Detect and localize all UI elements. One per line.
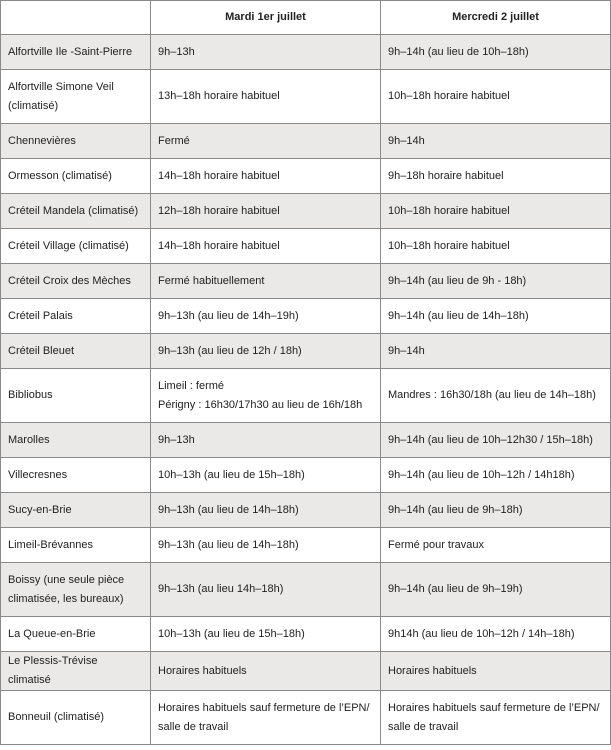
cell-text: Horaires habituels sauf fermeture de l’EPN/: [388, 701, 600, 714]
cell-text: Créteil Croix des Mèches: [8, 274, 131, 287]
cell-text: 9h–14h (au lieu de 9h–18h): [388, 503, 523, 516]
cell-text: Mandres : 16h30/18h (au lieu de 14h–18h): [388, 389, 596, 401]
cell-text: Fermé pour travaux: [388, 538, 484, 551]
cell-text: Alfortville Simone Veil: [8, 80, 114, 93]
cell-text: 9h–13h (au lieu 14h–18h): [158, 583, 284, 595]
cell-site: [1, 652, 151, 691]
cell-site: [1, 159, 151, 194]
cell-site: [1, 563, 151, 617]
cell-text: Villecresnes: [8, 468, 68, 481]
cell-wednesday: [381, 334, 611, 369]
cell-wednesday: [381, 423, 611, 458]
cell-tuesday: [151, 652, 381, 691]
cell-site: [1, 458, 151, 493]
cell-text: 10h–18h horaire habituel: [388, 90, 510, 102]
cell-text: Le Plessis-Trévise climatisé: [8, 655, 98, 686]
cell-tuesday: [151, 493, 381, 528]
cell-text: Bonneuil (climatisé): [8, 711, 104, 723]
cell-text: 9h–14h (au lieu de 10h–12h / 14h18h): [388, 468, 575, 481]
cell-site: [1, 264, 151, 299]
cell-site: [1, 691, 151, 745]
cell-text: salle de travail: [388, 720, 459, 733]
table-row: [1, 528, 611, 563]
table-row: [1, 617, 611, 652]
cell-wednesday: [381, 35, 611, 70]
table-row: [1, 194, 611, 229]
cell-site: [1, 299, 151, 334]
cell-text: 14h–18h horaire habituel: [158, 169, 280, 182]
cell-text: 9h–14h: [388, 344, 425, 357]
cell-text: Marolles: [8, 433, 50, 446]
cell-wednesday: [381, 229, 611, 264]
cell-text: 9h–14h: [388, 134, 425, 147]
cell-wednesday: [381, 194, 611, 229]
cell-text: 9h–13h (au lieu de 12h / 18h): [158, 344, 302, 357]
cell-text: 9h14h (au lieu de 10h–12h / 14h–18h): [388, 627, 575, 640]
cell-text: Fermé: [158, 134, 190, 147]
cell-site: [1, 194, 151, 229]
cell-text: 9h–14h (au lieu de 10h–18h): [388, 45, 529, 58]
cell-tuesday: [151, 528, 381, 563]
cell-text: Périgny : 16h30/17h30 au lieu de 16h/18h: [158, 398, 363, 411]
cell-wednesday: [381, 124, 611, 159]
cell-tuesday: [151, 35, 381, 70]
table-body: [1, 35, 611, 745]
header-tuesday: Mardi 1er juillet: [151, 1, 381, 35]
cell-text: 14h–18h horaire habituel: [158, 239, 280, 252]
cell-text: Alfortville Ile -Saint-Pierre: [8, 45, 133, 58]
cell-wednesday: [381, 458, 611, 493]
cell-text: Boissy (une seule pièce: [8, 573, 125, 586]
cell-text: 12h–18h horaire habituel: [158, 204, 280, 217]
cell-wednesday: [381, 528, 611, 563]
table-row: [1, 299, 611, 334]
cell-site: [1, 528, 151, 563]
cell-tuesday: [151, 264, 381, 299]
cell-text: 9h–13h (au lieu de 14h–19h): [158, 309, 299, 322]
cell-wednesday: [381, 159, 611, 194]
cell-wednesday: [381, 652, 611, 691]
cell-wednesday: [381, 299, 611, 334]
cell-site: [1, 493, 151, 528]
cell-tuesday: [151, 458, 381, 493]
cell-text: 10h–18h horaire habituel: [388, 239, 510, 252]
header-wednesday: Mercredi 2 juillet: [381, 1, 611, 35]
cell-site: [1, 334, 151, 369]
table-row: [1, 334, 611, 369]
cell-text: 9h–18h horaire habituel: [388, 169, 504, 182]
cell-text: Bibliobus: [8, 389, 53, 401]
table-row: [1, 264, 611, 299]
cell-tuesday: [151, 369, 381, 423]
cell-text: Horaires habituels: [158, 664, 247, 677]
cell-tuesday: [151, 299, 381, 334]
cell-text: climatisée, les bureaux): [8, 592, 124, 605]
cell-wednesday: [381, 563, 611, 617]
cell-text: Horaires habituels sauf fermeture de l’EPN/: [158, 701, 370, 714]
cell-tuesday: [151, 334, 381, 369]
cell-tuesday: [151, 691, 381, 745]
cell-wednesday: [381, 70, 611, 124]
cell-text: 9h–14h (au lieu de 10h–12h30 / 15h–18h): [388, 433, 593, 446]
header-site: [1, 1, 151, 35]
cell-text: (climatisé): [8, 99, 59, 112]
cell-tuesday: [151, 194, 381, 229]
cell-tuesday: [151, 70, 381, 124]
table-row: [1, 493, 611, 528]
table-row: [1, 70, 611, 124]
cell-wednesday: [381, 691, 611, 745]
cell-text: 9h–13h (au lieu de 14h–18h): [158, 503, 299, 516]
cell-site: [1, 369, 151, 423]
cell-site: [1, 70, 151, 124]
table-row: [1, 124, 611, 159]
cell-tuesday: [151, 159, 381, 194]
table-row: [1, 229, 611, 264]
cell-text: Limeil : fermé: [158, 379, 225, 392]
cell-text: 9h–14h (au lieu de 9h–19h): [388, 583, 523, 595]
cell-text: 9h–13h: [158, 45, 195, 58]
cell-wednesday: [381, 264, 611, 299]
header-row: [1, 1, 611, 35]
cell-tuesday: [151, 229, 381, 264]
cell-text: 9h–14h (au lieu de 14h–18h): [388, 309, 529, 322]
table-row: [1, 563, 611, 617]
cell-text: Ormesson (climatisé): [8, 169, 112, 182]
cell-text: 10h–13h (au lieu de 15h–18h): [158, 468, 305, 481]
cell-text: Chennevières: [8, 134, 76, 147]
cell-site: [1, 124, 151, 159]
cell-tuesday: [151, 617, 381, 652]
cell-text: Créteil Palais: [8, 309, 73, 322]
cell-text: 9h–14h (au lieu de 9h - 18h): [388, 274, 527, 287]
cell-wednesday: [381, 493, 611, 528]
cell-text: 9h–13h: [158, 433, 195, 446]
cell-text: salle de travail: [158, 720, 229, 733]
cell-tuesday: [151, 423, 381, 458]
table-row: [1, 691, 611, 745]
table-header: [1, 1, 611, 35]
cell-text: 10h–18h horaire habituel: [388, 204, 510, 217]
cell-site: [1, 617, 151, 652]
cell-site: [1, 35, 151, 70]
cell-text: Horaires habituels: [388, 664, 477, 677]
table-row: [1, 652, 611, 691]
cell-text: 10h–13h (au lieu de 15h–18h): [158, 627, 305, 640]
cell-text: La Queue-en-Brie: [8, 627, 96, 640]
table-row: [1, 458, 611, 493]
table-row: [1, 35, 611, 70]
cell-text: Sucy-en-Brie: [8, 503, 72, 516]
table-row: [1, 159, 611, 194]
cell-site: [1, 423, 151, 458]
cell-tuesday: [151, 563, 381, 617]
cell-tuesday: [151, 124, 381, 159]
cell-wednesday: [381, 617, 611, 652]
cell-text: 9h–13h (au lieu de 14h–18h): [158, 538, 299, 551]
table-row: [1, 369, 611, 423]
cell-text: Créteil Bleuet: [8, 344, 75, 357]
cell-text: Limeil-Brévannes: [8, 538, 93, 551]
cell-text: Fermé habituellement: [158, 274, 265, 287]
table-row: [1, 423, 611, 458]
cell-site: [1, 229, 151, 264]
cell-text: 13h–18h horaire habituel: [158, 90, 280, 102]
cell-text: Créteil Mandela (climatisé): [8, 204, 139, 217]
cell-wednesday: [381, 369, 611, 423]
cell-text: Créteil Village (climatisé): [8, 239, 129, 252]
